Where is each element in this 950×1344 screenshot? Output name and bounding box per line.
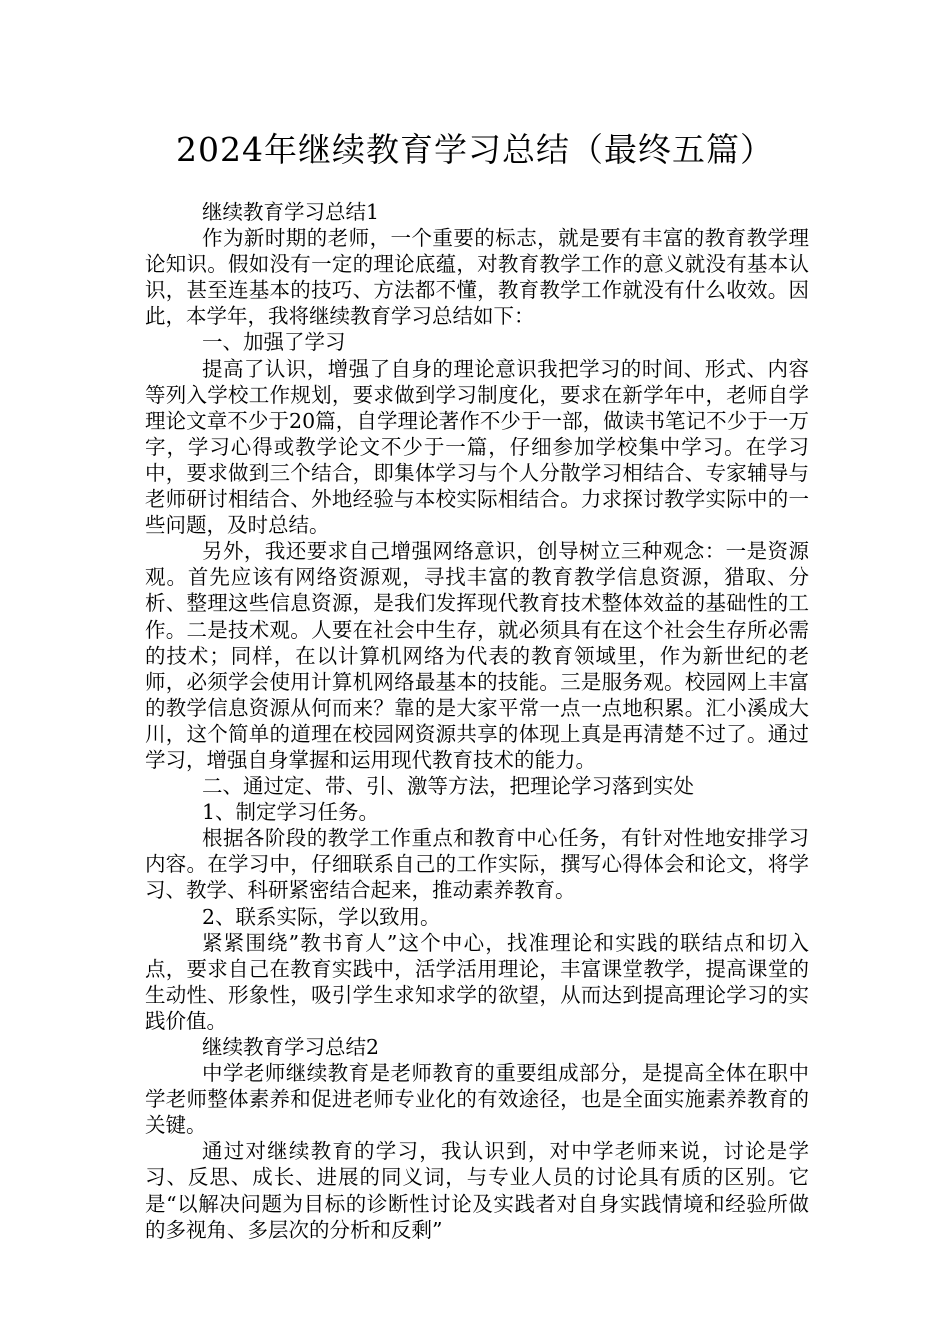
paragraph: 通过对继续教育的学习，我认识到，对中学老师来说，讨论是学习、反思、成长、进展的同义词，与专业人员的讨论具有质的区别。它是“以解决问题为目标的诊断性讨论及实践者对自身实践情境和经验所做的多视角、多层次的分析和反剩” (145, 1139, 809, 1242)
subheading: 一、加强了学习 (202, 330, 346, 355)
document-title: 2024年继续教育学习总结（最终五篇） (176, 130, 774, 169)
document-body (145, 199, 809, 1243)
section-heading-1: 继续教育学习总结1 (202, 200, 380, 224)
section-heading-2: 继续教育学习总结2 (202, 1035, 380, 1059)
paragraph: 提高了认识，增强了自身的理论意识我把学习的时间、形式、内容等列入学校工作规划，要求做到学习制度化，要求在新学年中，老师自学理论文章不少于20篇，自学理论著作不少于一部，做读书笔记不少于一万字，学习心得或教学论文不少于一篇，仔细参加学校集中学习。在学习中，要求做到三个结合，即集体学习与个人分散学习相结合、专家辅导与老师研讨相结合、外地经验与本校实际相结合。力求探讨教学实际中的一些问题，及时总结。 (145, 356, 809, 538)
subheading: 二、通过定、带、引、激等方法，把理论学习落到实处 (202, 774, 694, 799)
paragraph: 根据各阶段的教学工作重点和教育中心任务，有针对性地安排学习内容。在学习中，仔细联系自己的工作实际，撰写心得体会和论文，将学习、教学、科研紧密结合起来，推动素养教育。 (145, 826, 809, 903)
paragraph: 作为新时期的老师，一个重要的标志，就是要有丰富的教育教学理论知识。假如没有一定的理论底蕴，对教育教学工作的意义就没有基本认识，甚至连基本的技巧、方法都不懂，教育教学工作就没有什么收效。因此，本学年，我将继续教育学习总结如下： (145, 226, 809, 329)
subheading: 2、联系实际，学以致用。 (202, 904, 441, 929)
paragraph: 紧紧围绕”教书育人”这个中心，找准理论和实践的联结点和切入点，要求自己在教育实践中，活学活用理论，丰富课堂教学，提高课堂的生动性、形象性，吸引学生求知求学的欲望，从而达到提高理论学习的实践价值。 (145, 930, 809, 1033)
subheading: 1、制定学习任务。 (202, 800, 380, 825)
paragraph: 中学老师继续教育是老师教育的重要组成部分，是提高全体在职中学老师整体素养和促进老师专业化的有效途径，也是全面实施素养教育的关键。 (145, 1061, 809, 1138)
paragraph: 另外，我还要求自己增强网络意识，创导树立三种观念：一是资源观。首先应该有网络资源观，寻找丰富的教育教学信息资源，猎取、分析、整理这些信息资源，是我们发挥现代教育技术整体效益的基础性的工作。二是技术观。人要在社会中生存，就必须具有在这个社会生存所必需的技术；同样，在以计算机网络为代表的教育领域里，作为新世纪的老师，必须学会使用计算机网络最基本的技能。三是服务观。校园网上丰富的教学信息资源从何而来？靠的是大家平常一点一点地积累。汇小溪成大川，这个简单的道理在校园网资源共享的体现上真是再清楚不过了。通过学习，增强自身掌握和运用现代教育技术的能力。 (145, 539, 809, 772)
